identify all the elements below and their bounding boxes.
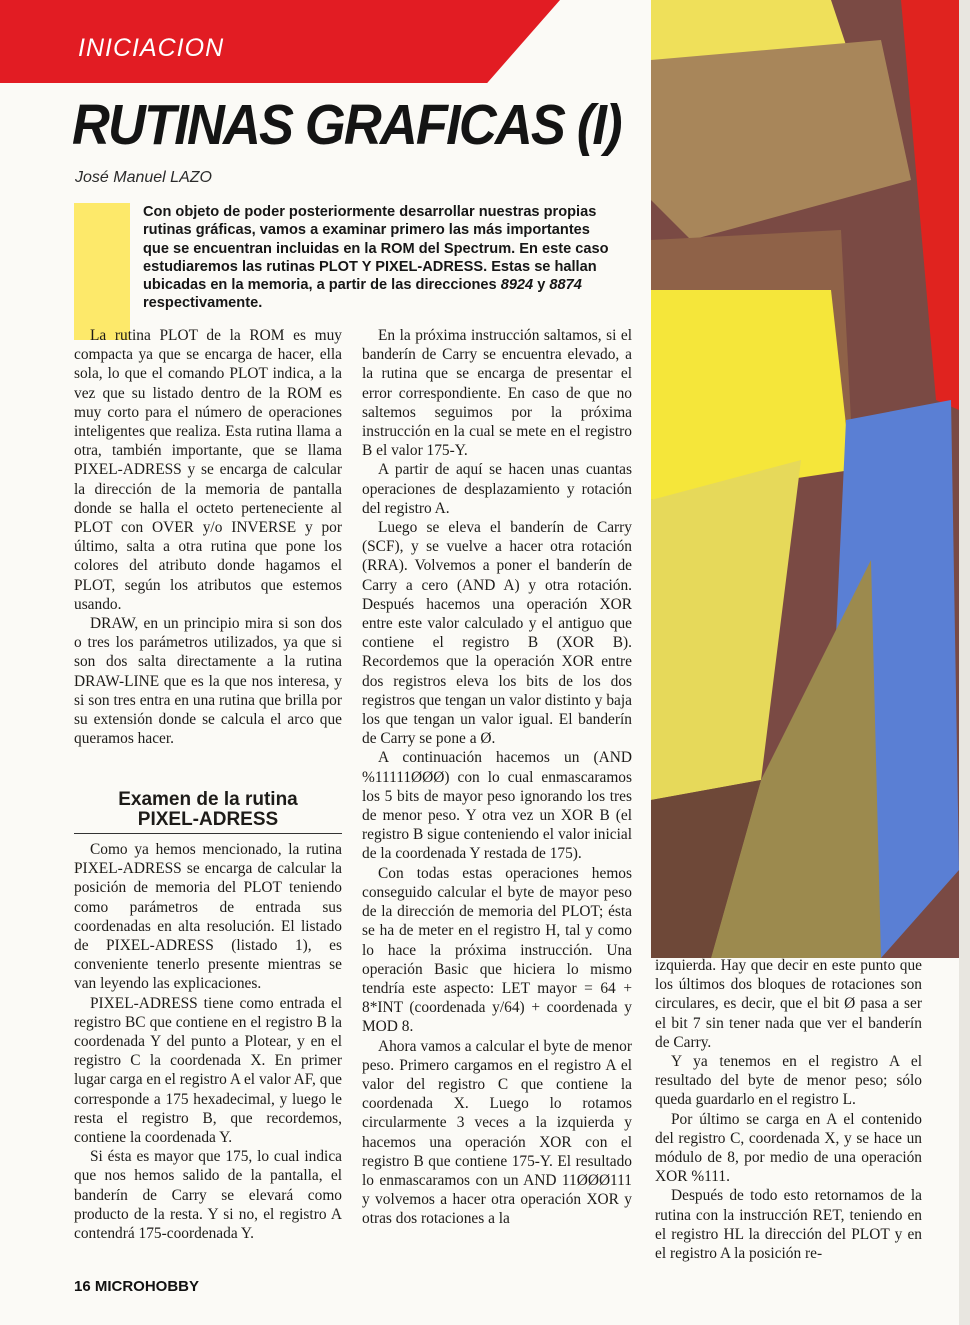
lead-text-mid: y <box>533 277 550 294</box>
paragraph: En la próxima instrucción saltamos, si el banderín de Carry se encuentra elevado, a la rutina que se encarga de presentar el error correspondiente. En caso de que no saltemos seguimos por la próxima instrucción en la cual se mete en el registro B el valor 175-Y. <box>362 327 632 460</box>
lead-text-end: respectivamente. <box>143 295 263 312</box>
paragraph: Por último se carga en A el contenido del registro C, coordenada X, y se hace un módulo de 8, por medio de una operación XOR %111. <box>655 1110 922 1186</box>
lead-text: Con objeto de poder posteriormente desarrollar nuestras propias rutinas gráficas, vamos a examinar primero las más importantes que se encuentran incluidas en la ROM del Spectrum. En este caso estudiaremos las rutinas PLOT Y PIXEL-ADRESS. Estas se hallan ubicadas en la memoria, a partir de las direcciones <box>143 204 609 294</box>
section-heading-line-2: PIXEL-ADRESS <box>137 809 279 830</box>
author-byline: José Manuel LAZO <box>75 169 212 186</box>
abstract-graphic-photo <box>651 0 959 958</box>
paragraph: Como ya hemos mencionado, la rutina PIXEL-ADRESS se encarga de calcular la posición de memoria del PLOT teniendo como parámetros de entrada sus coordenadas en alta resolución. El listado de PIXEL-ADRESS (listado 1), es conveniente tenerlo presente mientras se van leyendo las explicaciones. <box>74 841 342 993</box>
body-column-2 <box>362 326 632 1229</box>
body-column-1 <box>74 326 342 748</box>
paragraph: A partir de aquí se hacen unas cuantas operaciones de desplazamiento y rotación del registro A. <box>362 461 632 517</box>
paragraph: Con todas estas operaciones hemos conseguido calcular el byte de mayor peso de la dirección de memoria del PLOT; ésta se ha de meter en el registro H, tal y como lo hace la próxima instrucción. Una operación Basic que hiciera lo mismo tendría este aspecto: LET mayor = 64 + 8*INT (coordenada y/64) + coordenada y MOD 8. <box>362 864 632 1036</box>
section-heading-line-1: Examen de la rutina <box>118 789 298 810</box>
paragraph: PIXEL-ADRESS tiene como entrada el registro BC que contiene en el registro B la coordenada Y del punto a Plotear, y en el registro C la coordenada X. En primer lugar carga en el registro A el valor AF, que corresponde a 175 hexadecimal, y luego le resta el registro B, que recordemos, contiene la coordenada Y. <box>74 994 342 1147</box>
lead-address-1: 8924 <box>500 277 534 294</box>
page-footer: 16 MICROHOBBY <box>74 1278 200 1295</box>
section-label: INICIACION <box>78 34 225 62</box>
paragraph: izquierda. Hay que decir en este punto que los últimos dos bloques de rotaciones son circulares, es decir, que el bit Ø pasa a ser el bit 7 sin tener nada que ver el banderín de Carry. <box>655 957 922 1051</box>
paragraph: Y ya tenemos en el registro A el resultado del byte de menor peso; sólo queda guardarlo en el registro L. <box>655 1053 922 1109</box>
photo-shapes <box>651 0 959 958</box>
paragraph: A continuación hacemos un (AND %11111ØØØ) con lo cual enmascaramos los 5 bits de mayor peso ignorando los tres de menor peso. Y otra vez un XOR B (el registro B sigue conteniendo el valor inicial de la coordenada Y restada de 175). <box>362 749 632 863</box>
page-edge <box>959 0 970 1325</box>
paragraph: Si ésta es mayor que 175, lo cual indica que nos hemos salido de la pantalla, el banderín de Carry se elevará como producto de la resta. Y si no, el registro A contendrá 175-coordenada Y. <box>74 1148 342 1243</box>
lead-accent-bar <box>74 203 130 340</box>
body-column-3 <box>655 956 922 1263</box>
paragraph: Luego se eleva el banderín de Carry (SCF), y se vuelve a hacer otra rotación (RRA). Volvemos a poner el banderín de Carry a cero (AND A) y otra rotación. Después hacemos una operación XOR entre este valor calculado y el antiguo que contiene el registro B (XOR B). Recordemos que la operación XOR entre dos registros eleva los bits de los dos registros que tengan un valor distinto y baja los que tengan un valor igual. El banderín de Carry se pone a Ø. <box>362 519 632 748</box>
lead-address-2: 8874 <box>549 277 582 294</box>
body-column-1-lower <box>74 840 342 1243</box>
lead-paragraph <box>143 203 613 313</box>
paragraph: Después de todo esto retornamos de la rutina con la instrucción RET, teniendo en el registro HL la dirección del PLOT y en el registro A la posición re- <box>655 1187 922 1263</box>
paragraph: La rutina PLOT de la ROM es muy compacta ya que se encarga de hacer, ella sola, lo que el comando PLOT indica, a la vez que su listado dentro de la ROM es muy corto para el número de operaciones inteligentes que realiza. Esta rutina llama a otra, también importante, que se llama PIXEL-ADRESS y se encarga de calcular la dirección de la memoria de pantalla donde se halla el octeto perteneciente al PLOT con OVER y/o INVERSE y por último, salta a otra rutina que pone los colores del atributo donde hagamos el PLOT, según los atributos que estemos usando. <box>74 327 342 613</box>
section-heading <box>74 790 342 834</box>
paragraph: DRAW, en un principio mira si son dos o tres los parámetros utilizados, ya que si son dos salta directamente a la rutina DRAW-LINE que es la que nos interesa, y si son tres entra en una rutina que brilla por su extensión donde se calcula el arco que queramos hacer. <box>74 615 342 748</box>
article-title: RUTINAS GRAFICAS (I) <box>72 93 621 157</box>
paragraph: Ahora vamos a calcular el byte de menor peso. Primero cargamos en el registro A el valor del registro C que contiene la coordenada X. Luego lo rotamos circularmente 3 veces a la izquierda y hacemos una operación XOR con el registro B que contiene 175-Y. El resultado lo enmascaramos con un AND 11ØØØ111 y volvemos a hacer otra operación XOR y otras dos rotaciones a la <box>362 1037 632 1228</box>
